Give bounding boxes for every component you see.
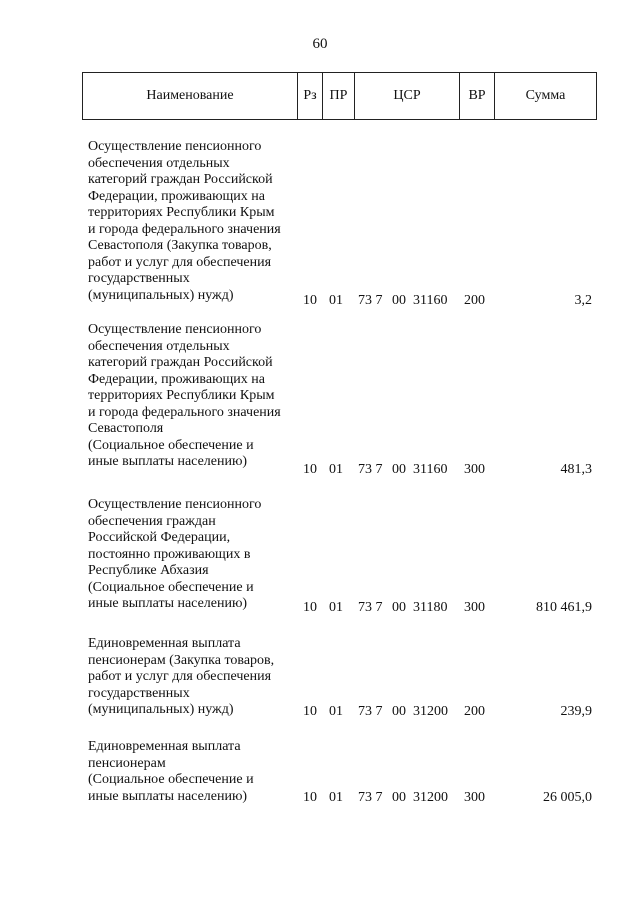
column-header-name: Наименование [83, 73, 298, 119]
column-header-pr: ПР [323, 73, 355, 119]
row-csr-subprogram: 00 [392, 293, 406, 308]
row-csr-subprogram: 00 [392, 704, 406, 719]
row-sum: 481,3 [560, 462, 592, 477]
row-name: Осуществление пенсионного обеспечения отдельных категорий граждан Российской Федерации, проживающих на территориях Республики Крым и города федерального значения Севастополя (Социальное обеспечение и иные выплаты населению) [88, 322, 281, 469]
row-csr-direction: 31200 [413, 790, 448, 805]
row-csr-subprogram: 00 [392, 600, 406, 615]
row-pr: 01 [329, 600, 343, 615]
row-csr-program: 73 7 [358, 790, 383, 805]
row-csr-subprogram: 00 [392, 462, 406, 477]
row-csr-program: 73 7 [358, 293, 383, 308]
column-header-csr: ЦСР [355, 73, 460, 119]
row-rz: 10 [303, 704, 317, 719]
row-vr: 200 [464, 704, 485, 719]
row-name: Единовременная выплата пенсионерам (Закупка товаров, работ и услуг для обеспечения государственных (муниципальных) нужд) [88, 636, 275, 717]
row-vr: 300 [464, 790, 485, 805]
column-header-rz: Рз [298, 73, 323, 119]
table-header [82, 72, 597, 120]
row-sum: 3,2 [574, 293, 592, 308]
row-vr: 200 [464, 293, 485, 308]
row-sum: 239,9 [560, 704, 592, 719]
row-csr-program: 73 7 [358, 600, 383, 615]
row-sum: 26 005,0 [543, 790, 592, 805]
row-pr: 01 [329, 462, 343, 477]
row-csr-program: 73 7 [358, 462, 383, 477]
page-number: 60 [312, 36, 328, 52]
column-header-vr: ВР [460, 73, 495, 119]
row-pr: 01 [329, 790, 343, 805]
row-csr-subprogram: 00 [392, 790, 406, 805]
column-header-sum: Сумма [525, 88, 566, 103]
row-rz: 10 [303, 462, 317, 477]
row-sum: 810 461,9 [536, 600, 592, 615]
row-vr: 300 [464, 462, 485, 477]
row-name: Осуществление пенсионного обеспечения отдельных категорий граждан Российской Федерации, проживающих на территориях Республики Крым и города федерального значения Севастополя (Закупка товаров, работ и услуг для обеспечения государственных (муниципальных) нужд) [88, 139, 281, 303]
row-csr-direction: 31160 [413, 462, 448, 477]
row-name: Единовременная выплата пенсионерам (Социальное обеспечение и иные выплаты населению) [88, 739, 254, 804]
row-rz: 10 [303, 600, 317, 615]
row-csr-direction: 31160 [413, 293, 448, 308]
row-pr: 01 [329, 704, 343, 719]
row-csr-program: 73 7 [358, 704, 383, 719]
row-csr-direction: 31180 [413, 600, 448, 615]
row-rz: 10 [303, 790, 317, 805]
row-pr: 01 [329, 293, 343, 308]
row-csr-direction: 31200 [413, 704, 448, 719]
row-name: Осуществление пенсионного обеспечения граждан Российской Федерации, постоянно проживающих в Республике Абхазия (Социальное обеспечение и иные выплаты населению) [88, 497, 262, 611]
row-vr: 300 [464, 600, 485, 615]
row-rz: 10 [303, 293, 317, 308]
